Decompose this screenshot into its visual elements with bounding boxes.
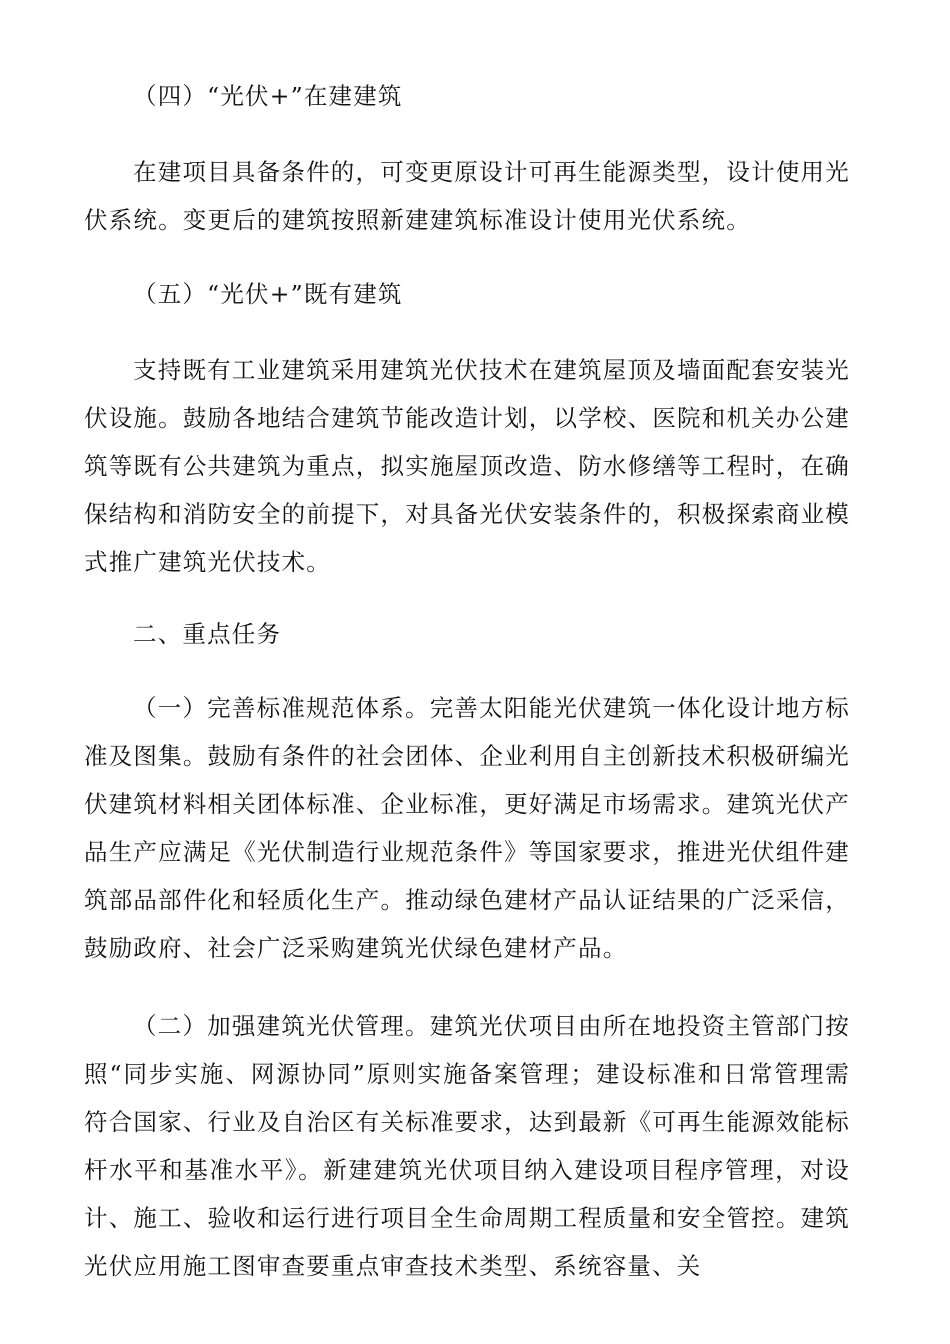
heading-photovoltaic-existing-buildings: （五）“光伏+”既有建筑	[133, 280, 403, 308]
paragraph-task-management: （二）加强建筑光伏管理。建筑光伏项目由所在地投资主管部门按照“同步实施、网源协同”原则实施备案管理；建设标准和日常管理需符合国家、行业及自治区有关标准要求，达到最新《可再生能源效能标杆水平和基准水平》。新建建筑光伏项目纳入建设项目程序管理，对设计、施工、验收和运行进行项目全生命周期工程质量和安全管控。建筑光伏应用施工图审查要重点审查技术类型、系统容量、关	[84, 1012, 850, 1280]
paragraph-under-construction: 在建项目具备条件的，可变更原设计可再生能源类型，设计使用光伏系统。变更后的建筑按照新建建筑标准设计使用光伏系统。	[84, 158, 850, 234]
heading-photovoltaic-under-construction: （四）“光伏+”在建建筑	[133, 82, 403, 110]
paragraph-existing-buildings: 支持既有工业建筑采用建筑光伏技术在建筑屋顶及墙面配套安装光伏设施。鼓励各地结合建筑节能改造计划，以学校、医院和机关办公建筑等既有公共建筑为重点，拟实施屋顶改造、防水修缮等工程时，在确保结构和消防安全的前提下，对具备光伏安装条件的，积极探索商业模式推广建筑光伏技术。	[84, 356, 850, 576]
paragraph-task-standards: （一）完善标准规范体系。完善太阳能光伏建筑一体化设计地方标准及图集。鼓励有条件的社会团体、企业利用自主创新技术积极研编光伏建筑材料相关团体标准、企业标准，更好满足市场需求。建筑光伏产品生产应满足《光伏制造行业规范条件》等国家要求，推进光伏组件建筑部品部件化和轻质化生产。推动绿色建材产品认证结果的广泛采信，鼓励政府、社会广泛采购建筑光伏绿色建材产品。	[84, 694, 850, 962]
section-title-key-tasks: 二、重点任务	[133, 620, 282, 648]
